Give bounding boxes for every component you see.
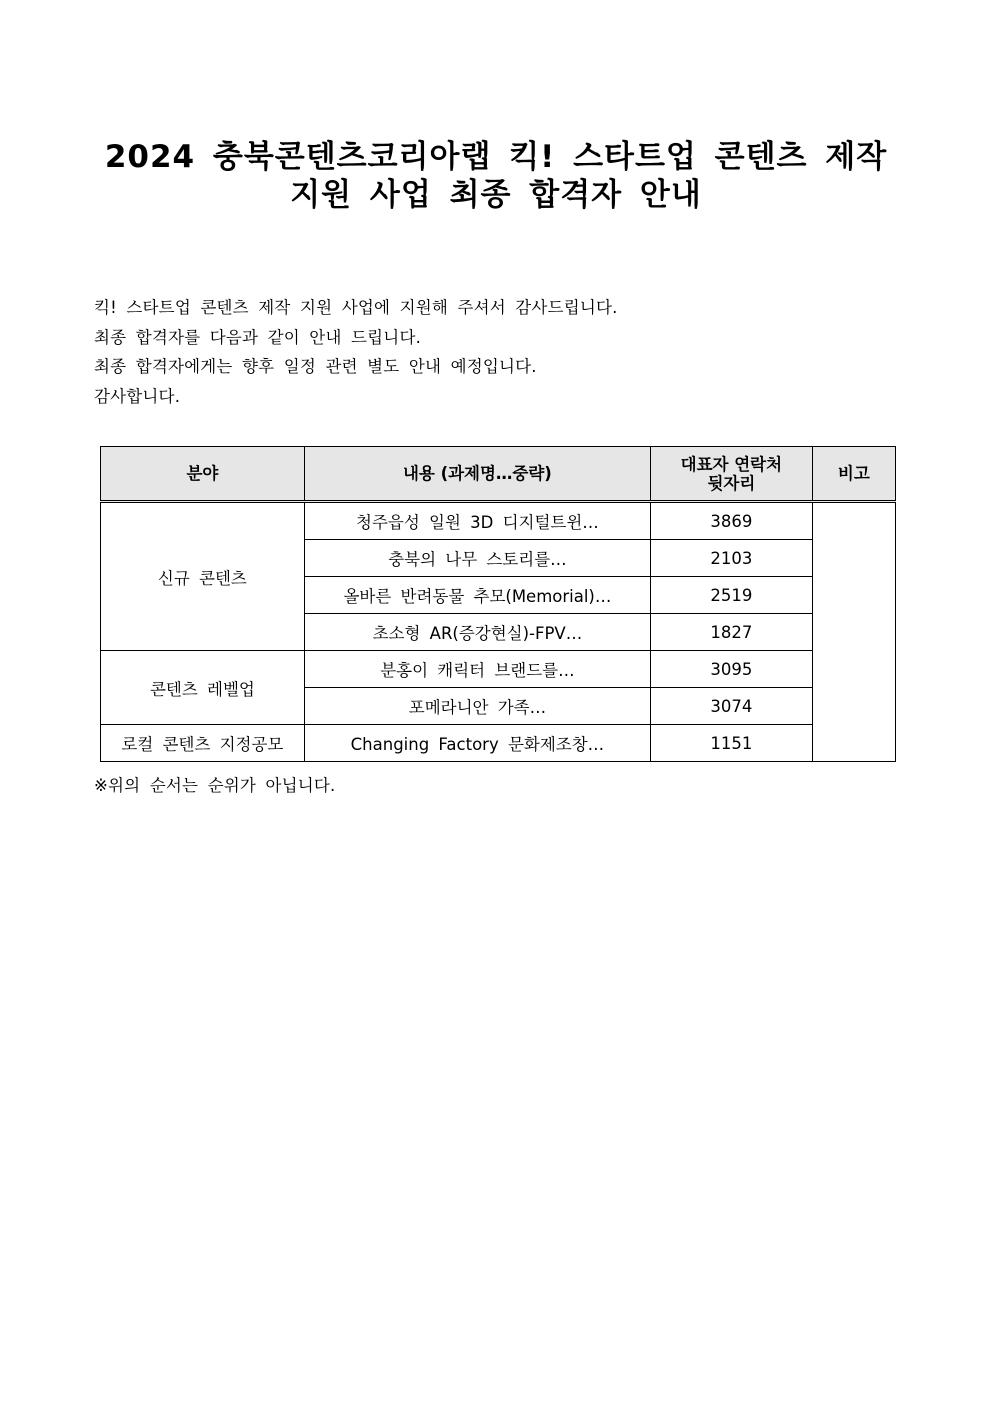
note-cell <box>812 502 895 762</box>
phone-cell: 1827 <box>651 614 813 651</box>
phone-cell: 2519 <box>651 577 813 614</box>
field-cell: 신규 콘텐츠 <box>101 502 305 651</box>
phone-cell: 3074 <box>651 688 813 725</box>
phone-cell: 3869 <box>651 502 813 540</box>
phone-cell: 3095 <box>651 651 813 688</box>
content-cell: 충북의 나무 스토리를… <box>304 540 650 577</box>
field-cell: 로컬 콘텐츠 지정공모 <box>101 725 305 762</box>
header-content: 내용 (과제명…중략) <box>304 447 650 502</box>
header-phone-line-2: 뒷자리 <box>707 473 756 493</box>
intro-line: 킥! 스타트업 콘텐츠 제작 지원 사업에 지원해 주셔서 감사드립니다. <box>94 298 618 317</box>
phone-cell: 2103 <box>651 540 813 577</box>
header-note: 비고 <box>812 447 895 502</box>
footnote: ※위의 순서는 순위가 아닙니다. <box>94 776 336 795</box>
document-title <box>0 138 992 214</box>
content-cell: Changing Factory 문화제조창… <box>304 725 650 762</box>
table-row <box>101 502 896 540</box>
results-table <box>100 446 896 762</box>
header-field: 분야 <box>101 447 305 502</box>
header-phone <box>651 447 813 502</box>
table-row <box>101 725 896 762</box>
content-cell: 포메라니안 가족… <box>304 688 650 725</box>
intro-paragraph <box>94 293 914 411</box>
intro-line: 최종 합격자에게는 향후 일정 관련 별도 안내 예정입니다. <box>94 357 537 376</box>
intro-line: 감사합니다. <box>94 386 181 406</box>
content-cell: 올바른 반려동물 추모(Memorial)… <box>304 577 650 614</box>
intro-line: 최종 합격자를 다음과 같이 안내 드립니다. <box>94 327 422 347</box>
content-cell: 청주읍성 일원 3D 디지털트윈… <box>304 502 650 540</box>
field-cell: 콘텐츠 레벨업 <box>101 651 305 725</box>
content-cell: 분홍이 캐릭터 브랜드를… <box>304 651 650 688</box>
header-phone-line-1: 대표자 연락처 <box>680 454 783 474</box>
title-line-2: 지원 사업 최종 합격자 안내 <box>290 177 702 213</box>
title-line-1: 2024 충북콘텐츠코리아랩 킥! 스타트업 콘텐츠 제작 <box>104 139 888 175</box>
table-header-row <box>101 447 896 502</box>
content-cell: 초소형 AR(증강현실)-FPV… <box>304 614 650 651</box>
phone-cell: 1151 <box>651 725 813 762</box>
table-row <box>101 651 896 688</box>
